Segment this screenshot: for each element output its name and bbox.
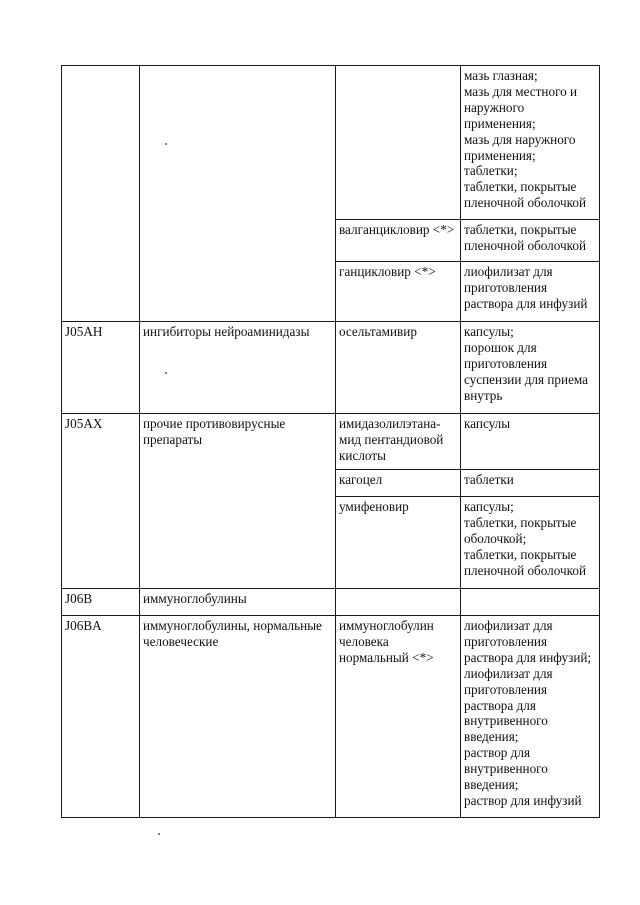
scan-speck bbox=[165, 372, 167, 374]
group-name-cell: иммуноглобулины bbox=[140, 589, 336, 616]
dosage-forms-cell: капсулы bbox=[461, 414, 600, 470]
substance-cell: имидазолилэтана-мид пентандиовой кислоты bbox=[336, 414, 461, 470]
table-row bbox=[62, 616, 600, 818]
scan-speck bbox=[158, 833, 160, 835]
substance-cell bbox=[336, 66, 461, 220]
dosage-forms-cell bbox=[461, 589, 600, 616]
substance-cell: валганцикловир <*> bbox=[336, 220, 461, 262]
group-name-cell: прочие противовирусные препараты bbox=[140, 414, 336, 589]
substance-cell: иммуноглобулин человека нормальный <*> bbox=[336, 616, 461, 818]
atc-code-cell: J05AX bbox=[62, 414, 140, 589]
dosage-forms-cell: таблетки, покрытые пленочной оболочкой bbox=[461, 220, 600, 262]
drug-list-table bbox=[61, 65, 600, 818]
table-row bbox=[62, 322, 600, 414]
atc-code-cell bbox=[62, 66, 140, 322]
atc-code-cell: J05AH bbox=[62, 322, 140, 414]
atc-code-cell: J06BA bbox=[62, 616, 140, 818]
group-name-cell bbox=[140, 66, 336, 322]
substance-cell: ганцикловир <*> bbox=[336, 262, 461, 322]
table-row bbox=[62, 414, 600, 470]
group-name-cell: ингибиторы нейроаминидазы bbox=[140, 322, 336, 414]
table-row bbox=[62, 66, 600, 220]
atc-code-cell: J06B bbox=[62, 589, 140, 616]
substance-cell: кагоцел bbox=[336, 470, 461, 497]
group-name-cell: иммуноглобулины, нормальные человеческие bbox=[140, 616, 336, 818]
dosage-forms-cell: капсулы; порошок для приготовления суспензии для приема внутрь bbox=[461, 322, 600, 414]
scan-speck bbox=[165, 143, 167, 145]
substance-cell: умифеновир bbox=[336, 497, 461, 589]
table-row bbox=[62, 589, 600, 616]
substance-cell: осельтамивир bbox=[336, 322, 461, 414]
dosage-forms-cell: капсулы; таблетки, покрытые оболочкой; таблетки, покрытые пленочной оболочкой bbox=[461, 497, 600, 589]
dosage-forms-cell: лиофилизат для приготовления раствора для инфузий; лиофилизат для приготовления раствора для внутривенного введения; раствор для внутривенного введения; раствор для инфузий bbox=[461, 616, 600, 818]
dosage-forms-cell: лиофилизат для приготовления раствора для инфузий bbox=[461, 262, 600, 322]
substance-cell bbox=[336, 589, 461, 616]
dosage-forms-cell: мазь глазная; мазь для местного и наружного применения; мазь для наружного применения; таблетки; таблетки, покрытые пленочной оболочкой bbox=[461, 66, 600, 220]
dosage-forms-cell: таблетки bbox=[461, 470, 600, 497]
